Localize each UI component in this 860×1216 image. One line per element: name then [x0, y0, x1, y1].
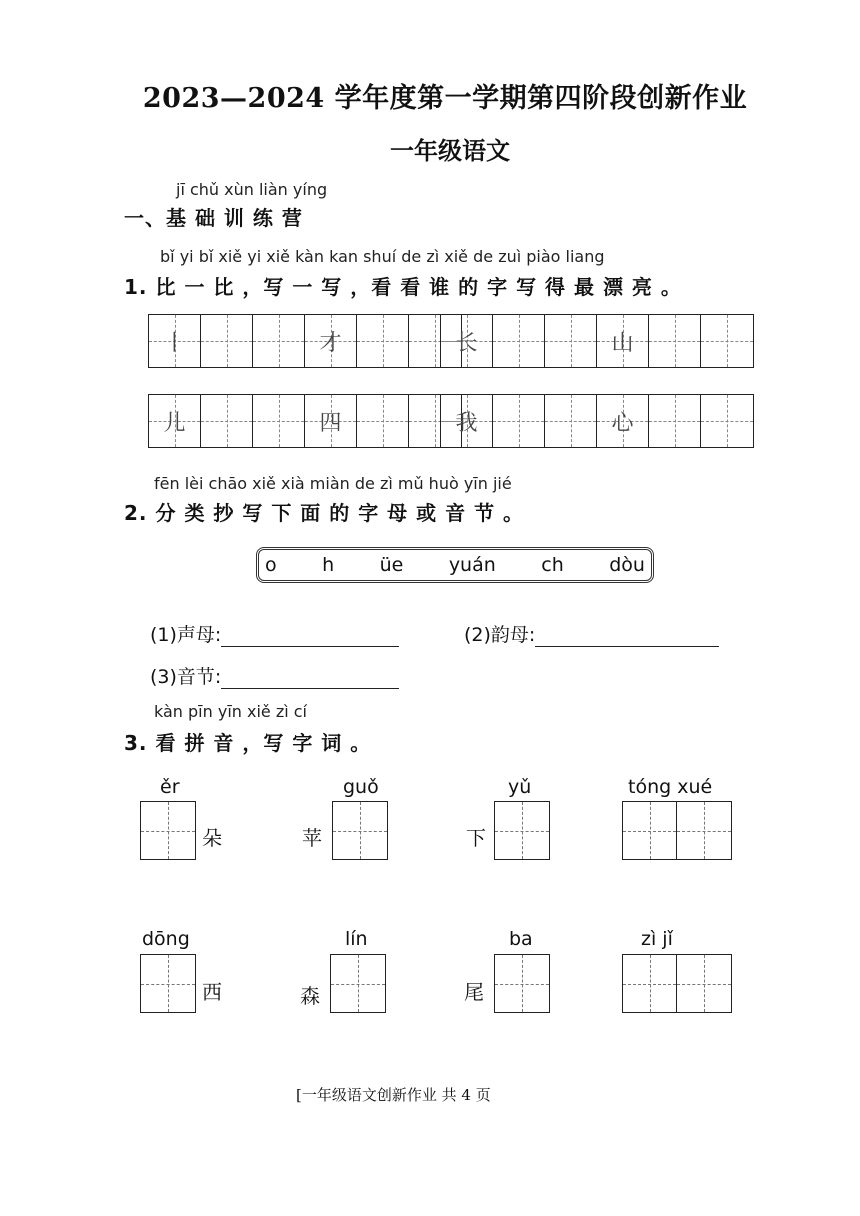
initials-label: (1)声母:: [150, 624, 222, 646]
page-footer: [一年级语文创新作业 共 4 页: [296, 1086, 491, 1104]
letter-item: ch: [541, 554, 564, 576]
word-char: 尾: [464, 980, 484, 1004]
word-grid[interactable]: [494, 954, 550, 1013]
writing-grid-3[interactable]: [148, 394, 462, 448]
word-char: 下: [466, 826, 486, 850]
grid-cell[interactable]: [357, 315, 409, 367]
finals-answer-line[interactable]: [535, 626, 719, 647]
grid-cell[interactable]: [495, 955, 549, 1012]
letter-item: o: [265, 554, 277, 576]
grid-cell[interactable]: [701, 395, 753, 447]
grid-cell[interactable]: [201, 315, 253, 367]
writing-grid-1[interactable]: [148, 314, 462, 368]
grid-cell[interactable]: [677, 802, 731, 859]
grid-cell[interactable]: 我: [441, 395, 493, 447]
writing-grid-4[interactable]: [440, 394, 754, 448]
syllables-row: [150, 662, 399, 689]
q2-text: 2. 分 类 抄 写 下 面 的 字 母 或 音 节 。: [124, 501, 525, 525]
letters-box: [256, 547, 654, 583]
word-char: 森: [300, 984, 320, 1008]
grid-cell[interactable]: 山: [597, 315, 649, 367]
grid-cell[interactable]: [623, 955, 677, 1012]
grid-cell[interactable]: 才: [305, 315, 357, 367]
grid-cell[interactable]: [141, 802, 195, 859]
page-title: 2023—2024 学年度第一学期第四阶段创新作业: [142, 83, 748, 114]
word-grid[interactable]: [332, 801, 388, 860]
initials-answer-line[interactable]: [221, 626, 399, 647]
grid-cell[interactable]: 四: [305, 395, 357, 447]
grid-cell[interactable]: 丨: [149, 315, 201, 367]
section1-heading: 一、基 础 训 练 营: [124, 206, 303, 230]
grid-cell[interactable]: [623, 802, 677, 859]
grid-cell[interactable]: [333, 802, 387, 859]
writing-grid-2[interactable]: [440, 314, 754, 368]
grid-cell[interactable]: [649, 315, 701, 367]
grid-cell[interactable]: [253, 395, 305, 447]
grid-cell[interactable]: [677, 955, 731, 1012]
word-grid[interactable]: [140, 801, 196, 860]
word-pinyin: zì jǐ: [641, 928, 673, 950]
grid-cell[interactable]: [545, 315, 597, 367]
word-char: 西: [202, 980, 222, 1004]
grid-cell[interactable]: [141, 955, 195, 1012]
grid-cell[interactable]: [253, 315, 305, 367]
grid-cell[interactable]: 儿: [149, 395, 201, 447]
grid-cell[interactable]: [701, 315, 753, 367]
word-pinyin: tóng xué: [628, 776, 713, 798]
grid-cell[interactable]: [493, 395, 545, 447]
syllables-label: (3)音节:: [150, 666, 222, 688]
grid-cell[interactable]: [649, 395, 701, 447]
grid-cell[interactable]: [331, 955, 385, 1012]
q3-text: 3. 看 拼 音 ，写 字 词 。: [124, 731, 372, 755]
word-grid[interactable]: [494, 801, 550, 860]
grid-cell[interactable]: [201, 395, 253, 447]
word-grid[interactable]: [330, 954, 386, 1013]
q1-text: 1. 比 一 比 ，写 一 写 ，看 看 谁 的 字 写 得 最 漂 亮 。: [124, 275, 682, 299]
q2-pinyin: fēn lèi chāo xiě xià miàn de zì mǔ huò yīn jié: [154, 474, 512, 493]
word-pinyin: guǒ: [343, 776, 379, 798]
word-pinyin: ba: [509, 928, 533, 950]
letter-item: yuán: [448, 554, 496, 576]
grid-cell[interactable]: [493, 315, 545, 367]
section1-pinyin: jī chǔ xùn liàn yíng: [176, 180, 328, 199]
finals-row: [464, 620, 719, 647]
word-pinyin: lín: [345, 928, 368, 950]
grid-cell[interactable]: 长: [441, 315, 493, 367]
q3-pinyin: kàn pīn yīn xiě zì cí: [154, 702, 307, 721]
syllables-answer-line[interactable]: [221, 668, 399, 689]
word-grid[interactable]: [140, 954, 196, 1013]
grid-cell[interactable]: [357, 395, 409, 447]
grid-cell[interactable]: 心: [597, 395, 649, 447]
word-char: 朵: [202, 826, 222, 850]
letter-item: dòu: [609, 554, 645, 576]
word-grid[interactable]: [622, 954, 732, 1013]
page-subtitle: 一年级语文: [390, 136, 510, 165]
word-pinyin: yǔ: [508, 776, 532, 798]
q1-pinyin: bǐ yi bǐ xiě yi xiě kàn kan shuí de zì xiě de zuì piào liang: [160, 247, 605, 266]
word-pinyin: ěr: [160, 776, 180, 798]
grid-cell[interactable]: [495, 802, 549, 859]
initials-row: [150, 620, 399, 647]
word-char: 苹: [302, 826, 322, 850]
word-pinyin: dōng: [142, 928, 190, 950]
letter-item: h: [322, 554, 335, 576]
word-grid[interactable]: [622, 801, 732, 860]
letter-item: üe: [379, 554, 404, 576]
grid-cell[interactable]: [545, 395, 597, 447]
finals-label: (2)韵母:: [464, 624, 536, 646]
